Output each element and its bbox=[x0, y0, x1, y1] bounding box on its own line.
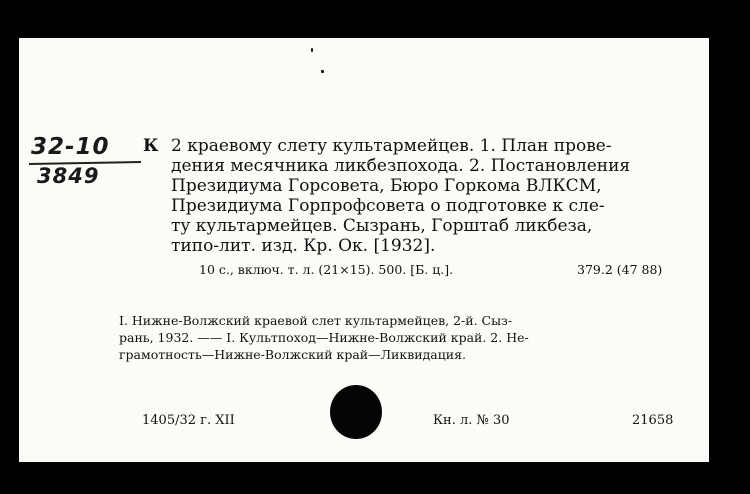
entry-description bbox=[171, 136, 691, 256]
classification-code: 379.2 (47 88) bbox=[577, 262, 663, 277]
handwritten-shelfmark-top: 32-10 bbox=[31, 134, 110, 160]
subject-line: I. Нижне-Волжский краевой слет культармейцев, 2-й. Сыз- bbox=[119, 313, 513, 328]
chronicle-reference: Кн. л. № 30 bbox=[433, 413, 510, 428]
catalog-letter: К bbox=[143, 136, 159, 156]
hole-punch-mark bbox=[330, 385, 382, 439]
entry-line: Президиума Горпрофсовета о подготовке к сле- bbox=[171, 196, 605, 216]
ink-speck bbox=[321, 70, 324, 73]
card-number: 21658 bbox=[632, 413, 674, 428]
subject-line: рань, 1932. —— I. Культпоход—Нижне-Волжский край. 2. Не- bbox=[119, 330, 529, 345]
handwritten-shelfmark-bottom: 3849 bbox=[37, 164, 100, 188]
entry-line: 2 краевому слету культармейцев. 1. План прове- bbox=[171, 136, 612, 156]
subject-headings bbox=[119, 312, 687, 363]
physical-description: 10 с., включ. т. л. (21×15). 500. [Б. ц.]. bbox=[199, 262, 454, 277]
entry-line: дения месячника ликбезпохода. 2. Постановления bbox=[171, 156, 631, 176]
registration-number: 1405/32 г. XII bbox=[142, 413, 235, 428]
entry-line: типо-лит. изд. Кр. Ок. [1932]. bbox=[171, 236, 436, 256]
subject-line: грамотность—Нижне-Волжский край—Ликвидация. bbox=[119, 347, 466, 362]
entry-line: Президиума Горсовета, Бюро Горкома ВЛКСМ, bbox=[171, 176, 602, 196]
entry-line: ту культармейцев. Сызрань, Горштаб ликбеза, bbox=[171, 216, 593, 236]
ink-speck bbox=[311, 48, 313, 52]
catalog-card bbox=[19, 38, 709, 462]
